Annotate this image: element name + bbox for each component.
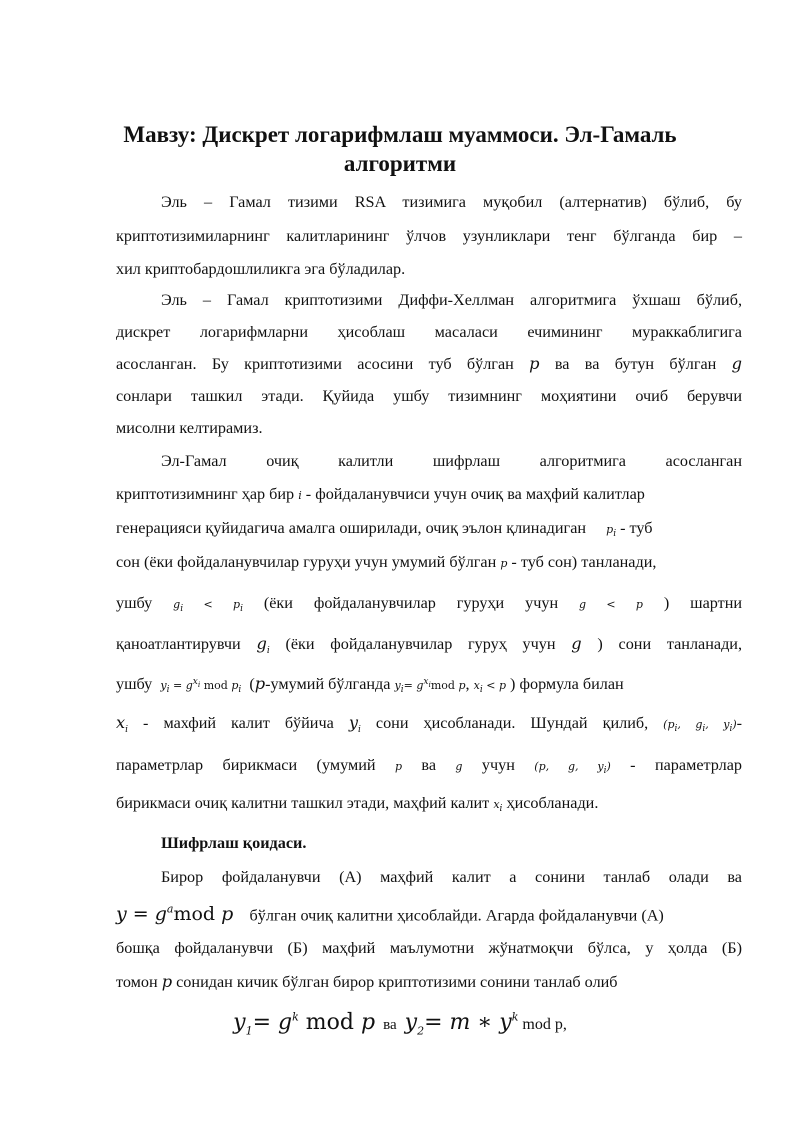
p4-line-1: Бирор фойдаланувчи (А) маҳфий калит a сонини танлаб олади ва (161, 868, 742, 886)
p3-line-6-text-a: қаноатлантирувчи (116, 635, 241, 653)
p3-line-6 (116, 634, 742, 656)
p3-line-7-text-b: ( (249, 675, 255, 693)
p4-line-4 (116, 972, 742, 992)
p3-line-1: Эл-Гамал очиқ калитли шифрлаш алгоритмига асосланган (161, 452, 742, 470)
p3-line-9-var-g: g (455, 760, 463, 773)
formula-conjunction: ва (383, 1017, 397, 1033)
p2-line-2: дискрет логарифмларни ҳисоблаш масаласи ечимининг мураккаблигига (116, 323, 742, 341)
p3-line-7-text-c: -умумий бўлганда (265, 675, 391, 693)
p3-var-pi: $p_i$ (606, 523, 617, 540)
p4-line-4-text-a: томон (116, 973, 158, 991)
p3-line-7-text-f: формула билан (519, 675, 624, 693)
p3-line-9-text-b: ва (421, 756, 437, 774)
p3-line-7-text-a: ушбу (116, 675, 153, 693)
p3-line-2-text-a: криптотизимнинг ҳар бир (116, 485, 295, 503)
formula-y1: $y_1= g^k$ mod p (233, 1010, 376, 1038)
formula-y2: $y_2= m$ ∗ $y^k$ (404, 1010, 519, 1038)
p1-line-3: хил криптобардошлиликга эга бўладилар. (116, 260, 406, 278)
page-title: Мавзу: Дискрет логарифмлаш муаммоси. Эл-Гамаль алгоритми (123, 122, 677, 176)
p3-line-9 (116, 756, 742, 776)
p3-line-5-text-b: (ёки (263, 594, 293, 612)
p3-line-8-text-b: сони ҳисобланади. Шундай қилиб, (375, 714, 649, 732)
p3-line-7-text-d: , (465, 675, 470, 693)
p3-var-i: i (298, 489, 302, 502)
p3-var-yi: $y_i$ (348, 713, 361, 736)
section-heading: Шифрлаш қоидаси. (161, 834, 307, 852)
p3-line-8-text-c: - (736, 714, 743, 732)
p2-line-3-text-b: ва ва бутун бўлган (554, 355, 717, 373)
p3-line-4-text-a: сон (ёки фойдаланувчилар гуруҳи учун умумий бўлган (116, 553, 497, 571)
p3-var-gi: $g_i$ (256, 634, 270, 657)
p3-formula-yi-2: $y_i= g^{x_i}mod$ p (394, 677, 466, 696)
p2-line-5: мисолни келтирамиз. (116, 419, 263, 437)
p2-var-g: g (731, 354, 743, 373)
p3-line-3 (116, 519, 742, 539)
p3-line-5-text-a: ушбу (116, 594, 153, 612)
p3-line-9-text-d: - параметрлар (630, 756, 743, 774)
p3-line-10 (116, 794, 742, 814)
p4-line-3: бошқа фойдаланувчи (Б) маҳфий маълумотни жўнатмоқчи бўлса, у ҳолда (Б) (116, 939, 742, 957)
p2-line-4: сонлари ташкил этади. Қуйида ушбу тизимнинг моҳиятини очиб берувчи (116, 387, 742, 405)
p3-line-8-text-a: - махфий калит бўйича (143, 714, 334, 732)
p2-line-3-text-a: асосланган. Бу криптотизими асосини туб бўлган (116, 355, 514, 373)
p1-line-2: криптотизимиларнинг калитларининг ўлчов узунликлари тенг бўлганда бир – (116, 227, 742, 245)
p3-line-3-text-b: - туб (620, 519, 653, 537)
p3-line-5 (116, 594, 742, 614)
p3-line-9-text-a: параметрлар бирикмаси (умумий (116, 756, 376, 774)
p3-line-5-text-g: шартни (690, 594, 743, 612)
p3-tuple-pi-gi-yi: ($p_i$, $g_i$, $y_i$) (663, 718, 737, 735)
p3-line-2 (116, 485, 742, 504)
p2-line-3 (116, 354, 742, 374)
p3-formula-yi-1: $y_i = g^{x_i}$ mod $p_i$ (160, 677, 242, 696)
p3-line-9-text-c: учун (481, 756, 515, 774)
p3-line-6-text-c: ) сони танланади, (597, 635, 743, 653)
p3-tuple-p-g-yi: (p, g, $y_i$) (534, 760, 611, 777)
encryption-formula (0, 1010, 800, 1037)
p3-var-p: p (500, 557, 508, 570)
p3-line-10-var-xi: $x_i$ (493, 798, 503, 815)
formula-tail: mod p, (522, 1016, 567, 1033)
p3-line-7-var-p: p (254, 674, 266, 693)
p3-line-8 (116, 713, 742, 735)
p3-line-4-text-b: - туб сон) танланади, (511, 553, 657, 571)
p3-line-5-text-f: ) (663, 594, 670, 612)
p3-var-g: g (571, 634, 582, 653)
p3-line-10-text-b: ҳисобланади. (506, 794, 599, 812)
p3-line-2-text-b: - фойдаланувчиси учун очиқ ва маҳфий калитлар (305, 485, 645, 503)
p4-formula-y: $y = g^amod$ p (116, 903, 234, 926)
p3-formula-xi-lt-p: $x_i < p$ (473, 679, 506, 696)
p3-line-7 (116, 674, 742, 695)
p3-line-7-text-e: ) (510, 675, 516, 693)
p3-line-4 (116, 553, 742, 572)
p3-line-6-text-b: (ёки фойдаланувчилар гуруҳ учун (285, 635, 556, 653)
p3-formula-gi-lt-pi: $g_i < p_i$ (173, 598, 243, 615)
p2-var-p: p (529, 354, 540, 373)
p2-line-1: Эль – Гамал криптотизими Диффи-Хеллман алгоритмига ўхшаш бўлиб, (161, 291, 742, 309)
p4-line-2 (116, 903, 742, 925)
p4-var-p: p (161, 972, 173, 991)
p3-formula-g-lt-p: g < p (579, 598, 643, 611)
p3-line-3-text-a: генерацияси қуйидагича амалга оширилади, очиқ эълон қлинадиган (116, 519, 587, 537)
p3-line-10-text-a: бирикмаси очиқ калитни ташкил этади, маҳфий калит (116, 794, 490, 812)
p3-line-9-var-p: p (394, 760, 402, 773)
p4-line-2-text: бўлган очиқ калитни ҳисоблайди. Агарда фойдаланувчи (А) (249, 906, 664, 925)
p4-line-4-text-b: сонидан кичик бўлган бирор криптотизими сонини танлаб олиб (176, 973, 618, 991)
p3-line-5-text-c: фойдаланувчилар (313, 594, 436, 612)
p3-line-5-text-e: учун (525, 594, 559, 612)
p1-line-1: Эль – Гамал тизими RSA тизимига муқобил (алтернатив) бўлиб, бу (161, 193, 742, 211)
p3-line-5-text-d: гуруҳи (456, 594, 505, 612)
p3-var-xi: $x_i$ (116, 713, 129, 736)
